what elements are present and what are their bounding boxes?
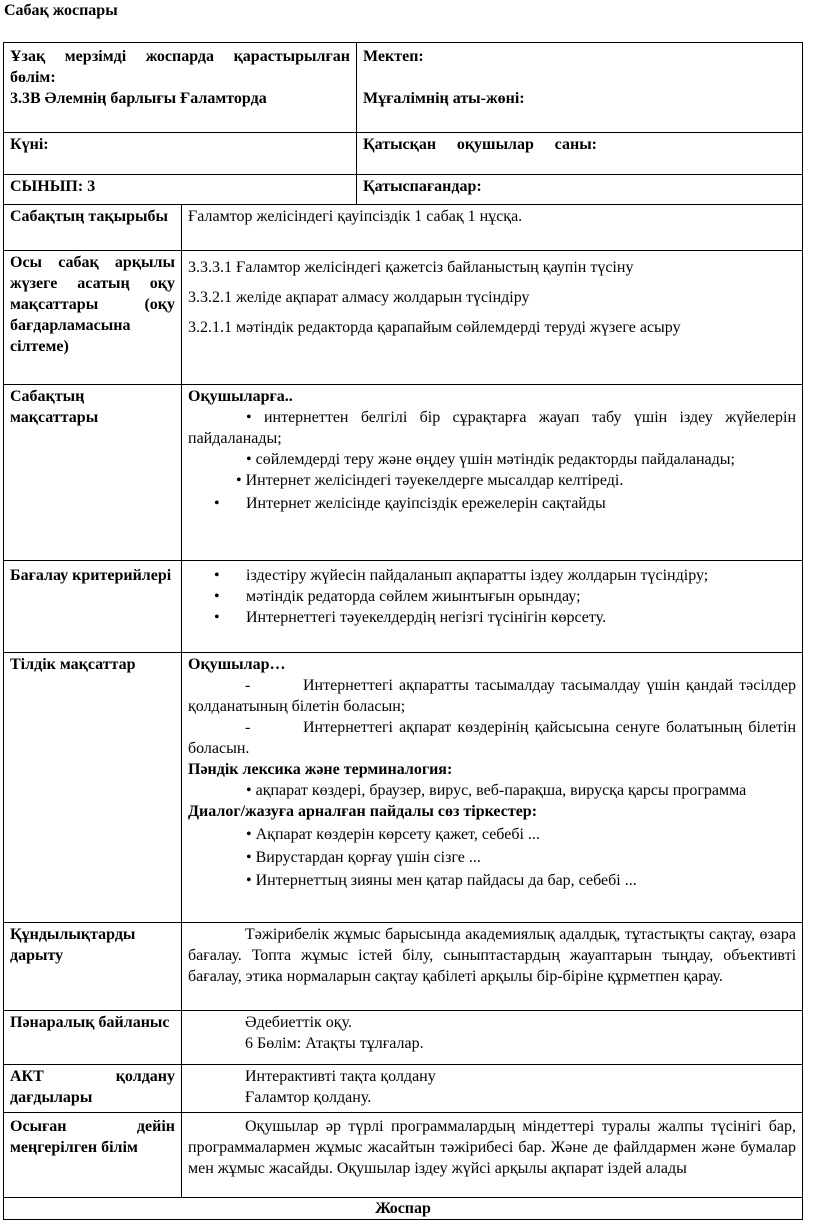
language-item: Интернеттегі ақпаратты тасымалдау тасымалдау үшін қандай тәсілдер қолданатының білетін боласын; xyxy=(188,677,797,715)
absent-field: Қатыспағандар: xyxy=(357,175,803,205)
row-ict xyxy=(4,1065,803,1113)
teacher-field: Мұғалімнің аты-жөні: xyxy=(363,90,525,107)
values-text: Тәжірибелік жұмыс барысында академиялық адалдық, тұтастықты сақтау, өзара бағалау. Топта жұмыс істей білу, сыныптастардың жауаптарын тыңдау, объективті бағалау, этика нормаларын сақтау қабілеті арқылы бір-біріне құрметпен қарау. xyxy=(182,923,803,1011)
topic-value: Ғаламтор желісіндегі қауіпсіздік 1 сабақ 1 нұсқа. xyxy=(182,205,803,251)
goals-intro: Оқушыларға.. xyxy=(188,388,293,405)
goal-item: • Интернет желісінде қауіпсіздік ережелерін сақтайды xyxy=(188,493,796,514)
objectives-label: Осы сабақ арқылы жүзеге асатың оқу мақсаттары (оқу бағдарламасына сілтеме) xyxy=(4,251,182,385)
prior-text: Оқушылар әр түрлі программалардың міндеттері туралы жалпы түсінігі бар, программалармен жұмыс жасайтын тәжірибесі бар. Және де файлдармен және бумалар мен жұмыс жасайды. Оқушылар іздеу жүйсі арқылы ақпарат іздей алады xyxy=(182,1113,803,1198)
date-field: Күні: xyxy=(4,133,357,175)
plan-heading: Жоспар xyxy=(4,1198,803,1220)
cross-line: Әдебиеттік оқу. xyxy=(245,1014,352,1031)
goal-item: интернеттен белгілі бір сұрақтарға жауап табу үшін іздеу жүйелерін пайдаланады; xyxy=(188,409,797,447)
row-objectives xyxy=(4,251,803,385)
ict-label: АКТ қолдану дағдылары xyxy=(4,1065,182,1113)
vocab-item: ақпарат көздері, браузер, вирус, веб-парақша, вирусқа қарсы программа xyxy=(255,782,747,799)
row-values xyxy=(4,923,803,1011)
row-goals: Сабақтың мақсаттары Оқушыларға.. • интернеттен белгілі бір сұрақтарға жауап табу үшін іздеу жүйелерін пайдаланады; • сөйлемдерді теру және өңдеу үшін мәтіндік редакторды пайдаланады; • Интернет желісіндегі тәуекелдерге мысалдар келтіреді. • Интернет желісінде қауіпсіздік ережелерін сақтайды xyxy=(4,385,803,561)
criteria-item: • Интернеттегі тәуекелдердің негізгі түсінігін көрсету. xyxy=(188,607,796,628)
phrase-item: Вирустардан қорғау үшін сізге ... xyxy=(255,849,481,866)
row-cross xyxy=(4,1011,803,1065)
header-row-date xyxy=(4,133,803,175)
phrase-item: Ақпарат көздерін көрсету қажет, себебі ... xyxy=(255,826,540,843)
phrases-heading: Диалог/жазуға арналған пайдалы сөз тіркестер: xyxy=(188,803,538,820)
row-prior xyxy=(4,1113,803,1198)
unit-value: 3.3В Әлемнің барлығы Ғаламторда xyxy=(10,90,267,107)
objective-item: 3.2.1.1 мәтіндік редакторда қарапайым сөйлемдерді теруді жүзеге асыру xyxy=(188,319,681,336)
objective-item: 3.3.3.1 Ғаламтор желісіндегі қажетсіз байланыстың қаупін түсіну xyxy=(188,259,634,276)
phrase-item: Интернеттың зияны мен қатар пайдасы да бар, себебі ... xyxy=(255,872,637,889)
ict-line: Интерактивті тақта қолдану xyxy=(245,1068,436,1085)
criteria-label: Бағалау критерийлері xyxy=(4,561,182,653)
language-intro: Оқушылар… xyxy=(188,656,286,673)
header-row-grade xyxy=(4,175,803,205)
cross-label: Пәнаралық байланыс xyxy=(4,1011,182,1065)
objective-item: 3.3.2.1 желіде ақпарат алмасу жолдарын түсіндіру xyxy=(188,289,530,306)
goal-item: сөйлемдерді теру және өңдеу үшін мәтіндік редакторды пайдаланады; xyxy=(255,451,735,468)
document-title: Сабақ жоспары xyxy=(4,2,118,19)
grade-field: СЫНЫП: 3 xyxy=(4,175,357,205)
row-language: Тілдік мақсаттар Оқушылар… - Интернеттегі ақпаратты тасымалдау тасымалдау үшін қандай тәсілдер қолданатының білетін боласын; - Интернеттегі ақпарат көздерінің қайсысына сенуге болатының білетін боласын. Пәндік лексика және терминалогия: • ақпарат көздері, браузер, вирус, веб-парақша, вирусқа қарсы программа Диалог/жазуға арналған пайдалы сөз тіркестер: • Ақпарат көздерін көрсету қажет, себебі ... • Вирустардан қорғау үшін сізге ... • Интернеттың зияны мен қатар пайдасы да бар, себебі ... xyxy=(4,653,803,923)
topic-label: Сабақтың тақырыбы xyxy=(4,205,182,251)
prior-label: Осыған дейін меңгерілген білім xyxy=(4,1113,182,1198)
criteria-item: • іздестіру жүйесін пайдаланып ақпаратты іздеу жолдарын түсіндіру; xyxy=(188,565,796,586)
header-row-unit xyxy=(4,43,803,133)
cross-line: 6 Бөлім: Атақты тұлғалар. xyxy=(245,1035,424,1052)
school-field: Мектеп: xyxy=(363,48,424,65)
vocab-heading: Пәндік лексика және терминалогия: xyxy=(188,761,453,778)
row-plan-heading xyxy=(4,1198,803,1220)
row-topic xyxy=(4,205,803,251)
goal-item: Интернет желісіндегі тәуекелдерге мысалдар келтіреді. xyxy=(245,472,624,489)
ict-line: Ғаламтор қолдану. xyxy=(245,1089,372,1106)
lesson-plan-table xyxy=(3,42,803,1220)
unit-label: Ұзақ мерзімді жоспарда қарастырылған бөлім: xyxy=(10,48,351,86)
values-label: Құндылықтарды дарыту xyxy=(4,923,182,1011)
row-criteria xyxy=(4,561,803,653)
criteria-item: • мәтіндік редаторда сөйлем жиынтығын орындау; xyxy=(188,586,796,607)
attended-field: Қатысқан оқушылар саны: xyxy=(363,136,598,153)
language-item: Интернеттегі ақпарат көздерінің қайсысына сенуге болатының білетін боласын. xyxy=(188,719,797,757)
language-label: Тілдік мақсаттар xyxy=(4,653,182,923)
goals-label: Сабақтың мақсаттары xyxy=(4,385,182,561)
